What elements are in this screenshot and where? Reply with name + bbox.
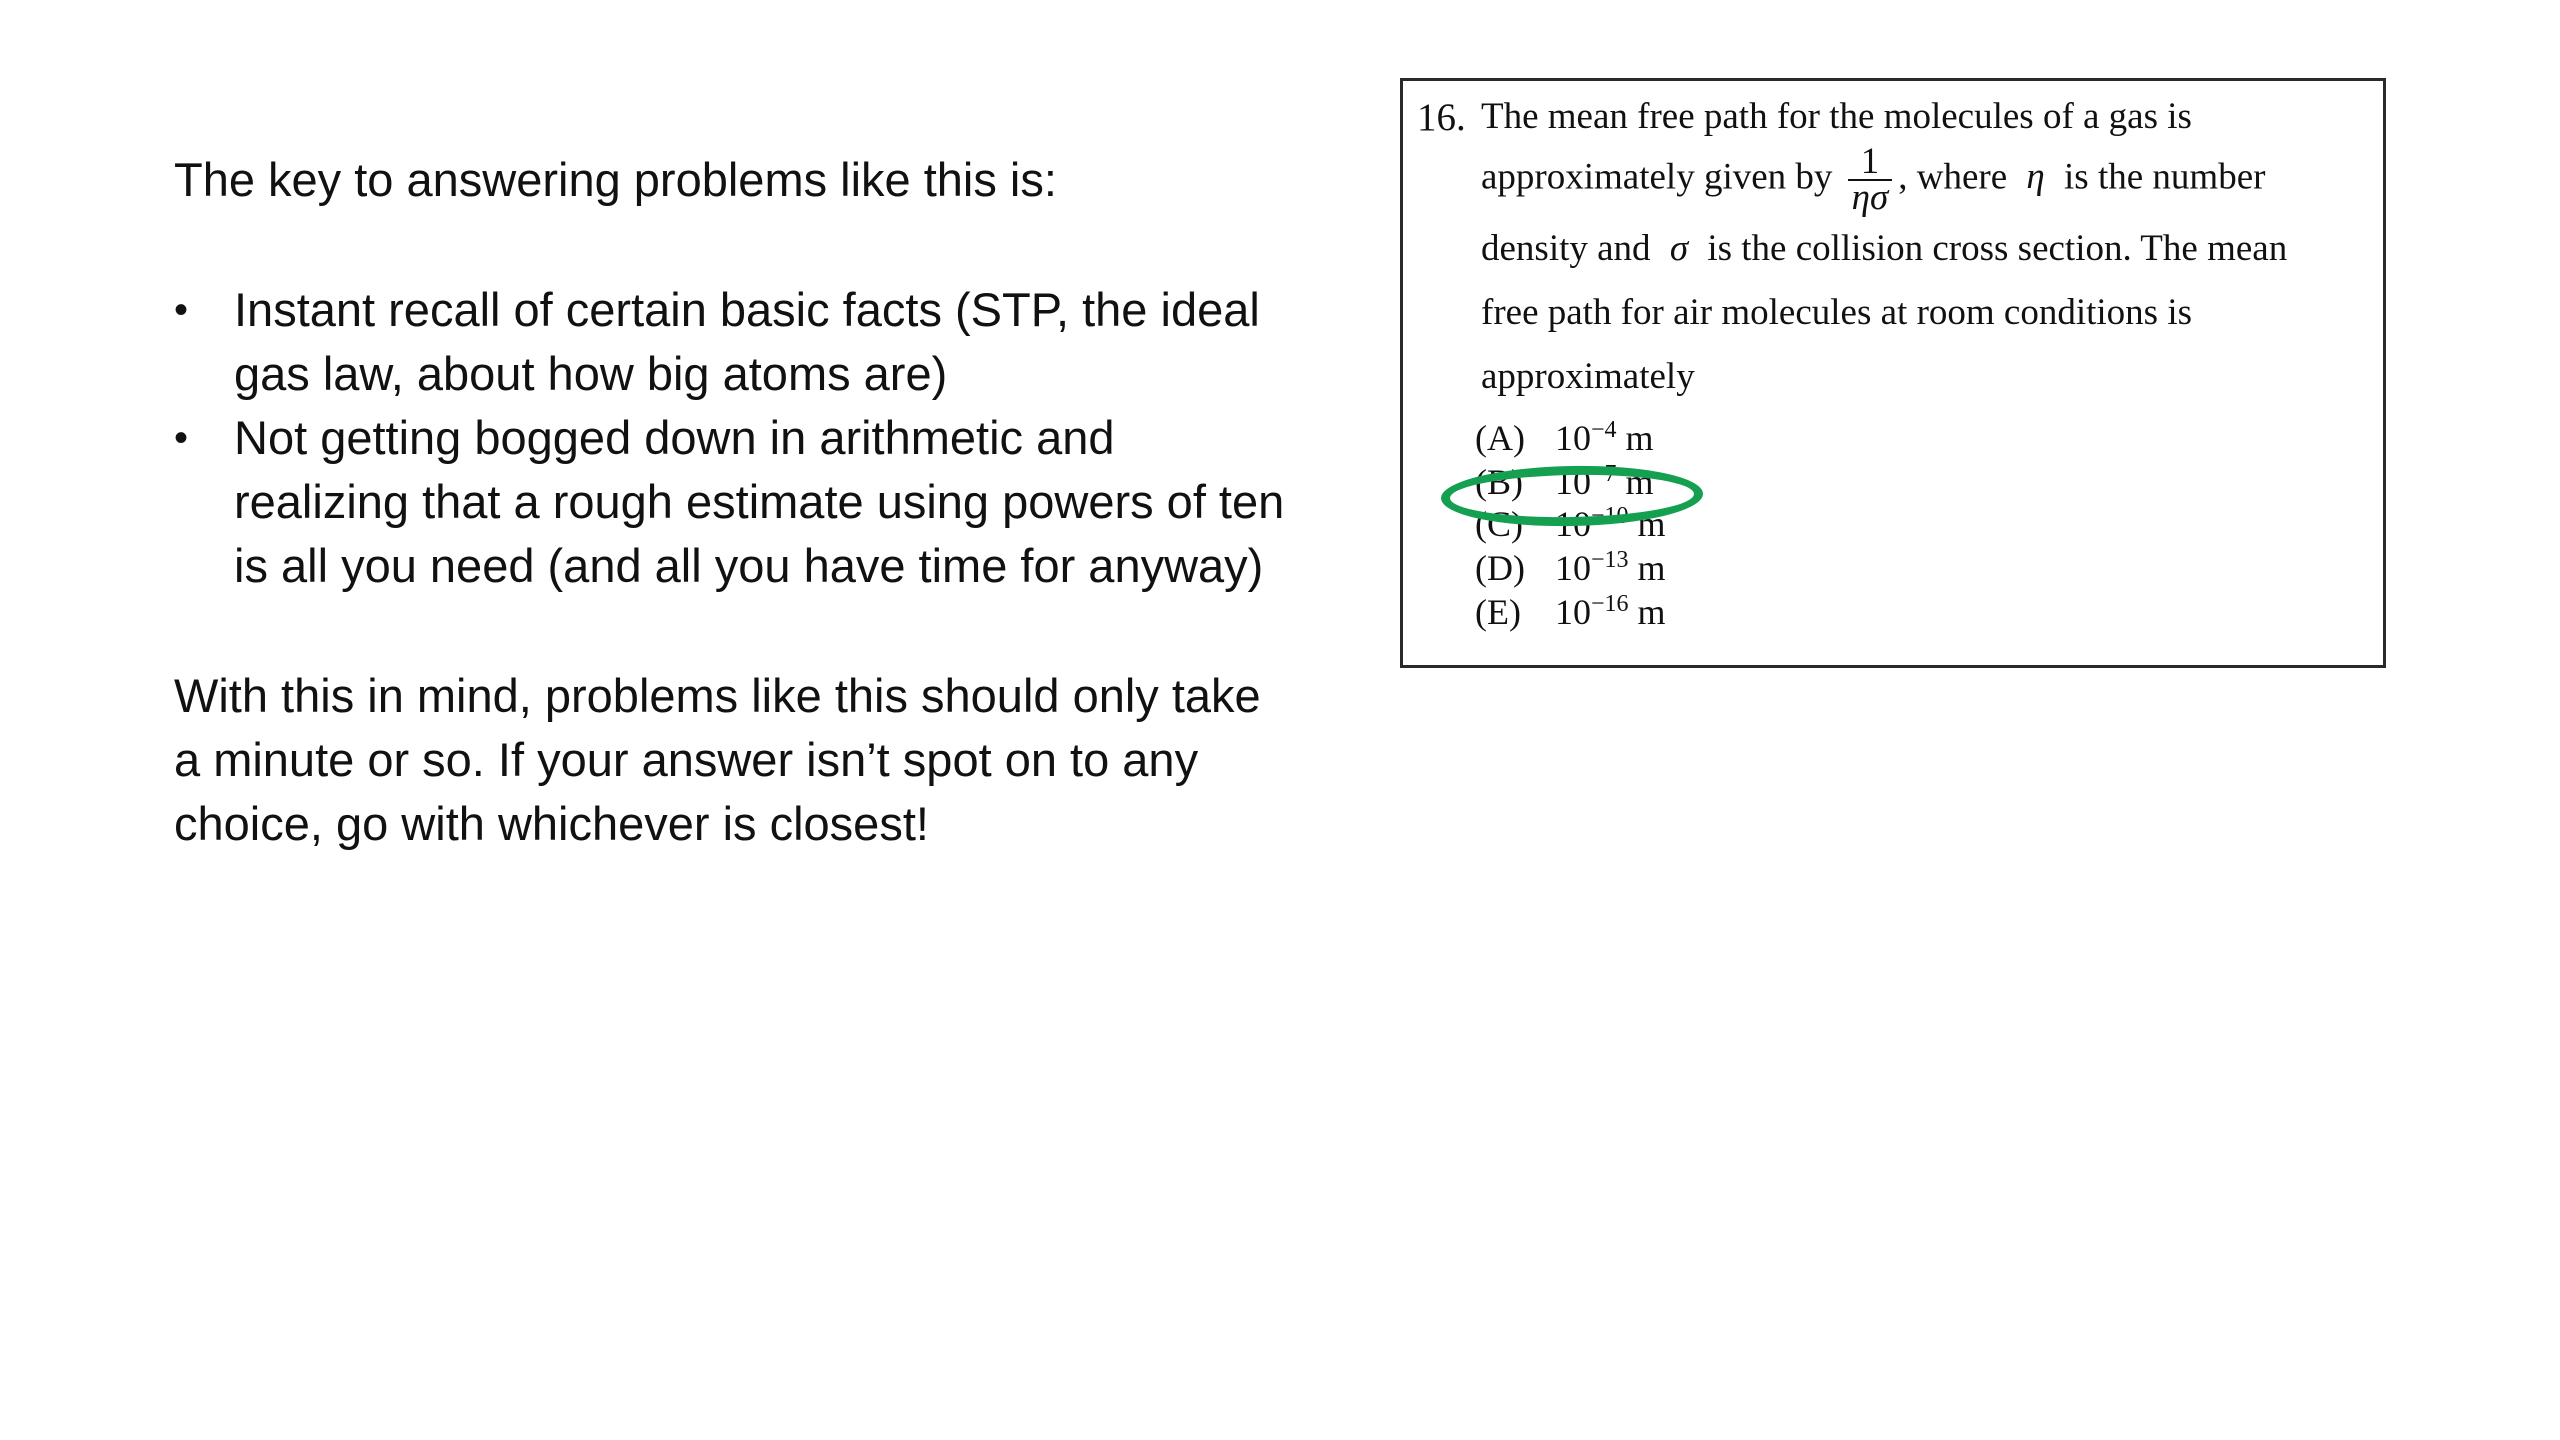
explanation-text [174, 148, 1294, 856]
choice-letter: (B) [1475, 462, 1523, 502]
question-text: is the collision cross section. The mean [1707, 228, 2288, 269]
choice-base: 10 [1555, 418, 1591, 458]
bullet-text: Not getting bogged down in arithmetic and realizing that a rough estimate using powers of ten is all you need (and all you have time for anyway) [234, 411, 1285, 592]
choice-unit: m [1625, 462, 1654, 502]
question-line [1481, 141, 2266, 218]
bullet-icon: • [174, 416, 189, 460]
choice-base: 10 [1555, 504, 1591, 544]
question-text: approximately [1481, 356, 1695, 397]
choice-exponent: −4 [1591, 417, 1617, 443]
choice-exponent: −13 [1591, 547, 1629, 573]
choice-unit: m [1637, 548, 1666, 588]
eta-symbol: η [2026, 156, 2045, 198]
question-line [1481, 227, 2287, 270]
answer-choice-d [1475, 547, 1666, 589]
conclusion-text: With this in mind, problems like this should only take a minute or so. If your answer isn’t spot on to any choice, go with whichever is closest! [174, 669, 1261, 850]
mean-free-path-formula [1848, 141, 1893, 218]
bullet-item [174, 406, 1294, 598]
question-text: is the number [2064, 156, 2266, 198]
intro-text: The key to answering problems like this is: [174, 153, 1057, 206]
choice-unit: m [1637, 504, 1666, 544]
bullet-icon: • [174, 288, 189, 332]
formula-denominator: ησ [1851, 177, 1889, 218]
choice-exponent: −7 [1591, 461, 1617, 487]
choice-unit: m [1637, 592, 1666, 632]
answer-choice-a [1475, 417, 1654, 459]
question-line [1481, 291, 2192, 334]
choice-letter: (E) [1475, 592, 1521, 632]
formula-numerator: 1 [1848, 145, 1893, 181]
choice-exponent: −10 [1591, 503, 1629, 529]
question-text: approximately given by [1481, 156, 1833, 198]
question-line [1481, 95, 2192, 138]
choice-letter: (A) [1475, 418, 1525, 458]
answer-choice-e [1475, 591, 1666, 633]
choice-letter: (D) [1475, 548, 1525, 588]
choice-base: 10 [1555, 462, 1591, 502]
choice-exponent: −16 [1591, 591, 1629, 617]
choice-base: 10 [1555, 548, 1591, 588]
question-text: free path for air molecules at room conditions is [1481, 292, 2193, 333]
choice-base: 10 [1555, 592, 1591, 632]
question-number: 16. [1417, 96, 1466, 139]
question-text: The mean free path for the molecules of a gas is [1481, 96, 2192, 137]
question-text: , where [1898, 156, 2008, 198]
question-text: density and [1481, 228, 1651, 269]
bullet-list [174, 278, 1294, 598]
choice-letter: (C) [1475, 504, 1523, 544]
bullet-text: Instant recall of certain basic facts (STP, the ideal gas law, about how big atoms are) [234, 283, 1260, 400]
choice-unit: m [1625, 418, 1654, 458]
bullet-item [174, 278, 1294, 406]
question-image [1400, 78, 2386, 668]
question-line [1481, 355, 1695, 398]
sigma-symbol: σ [1669, 228, 1689, 269]
